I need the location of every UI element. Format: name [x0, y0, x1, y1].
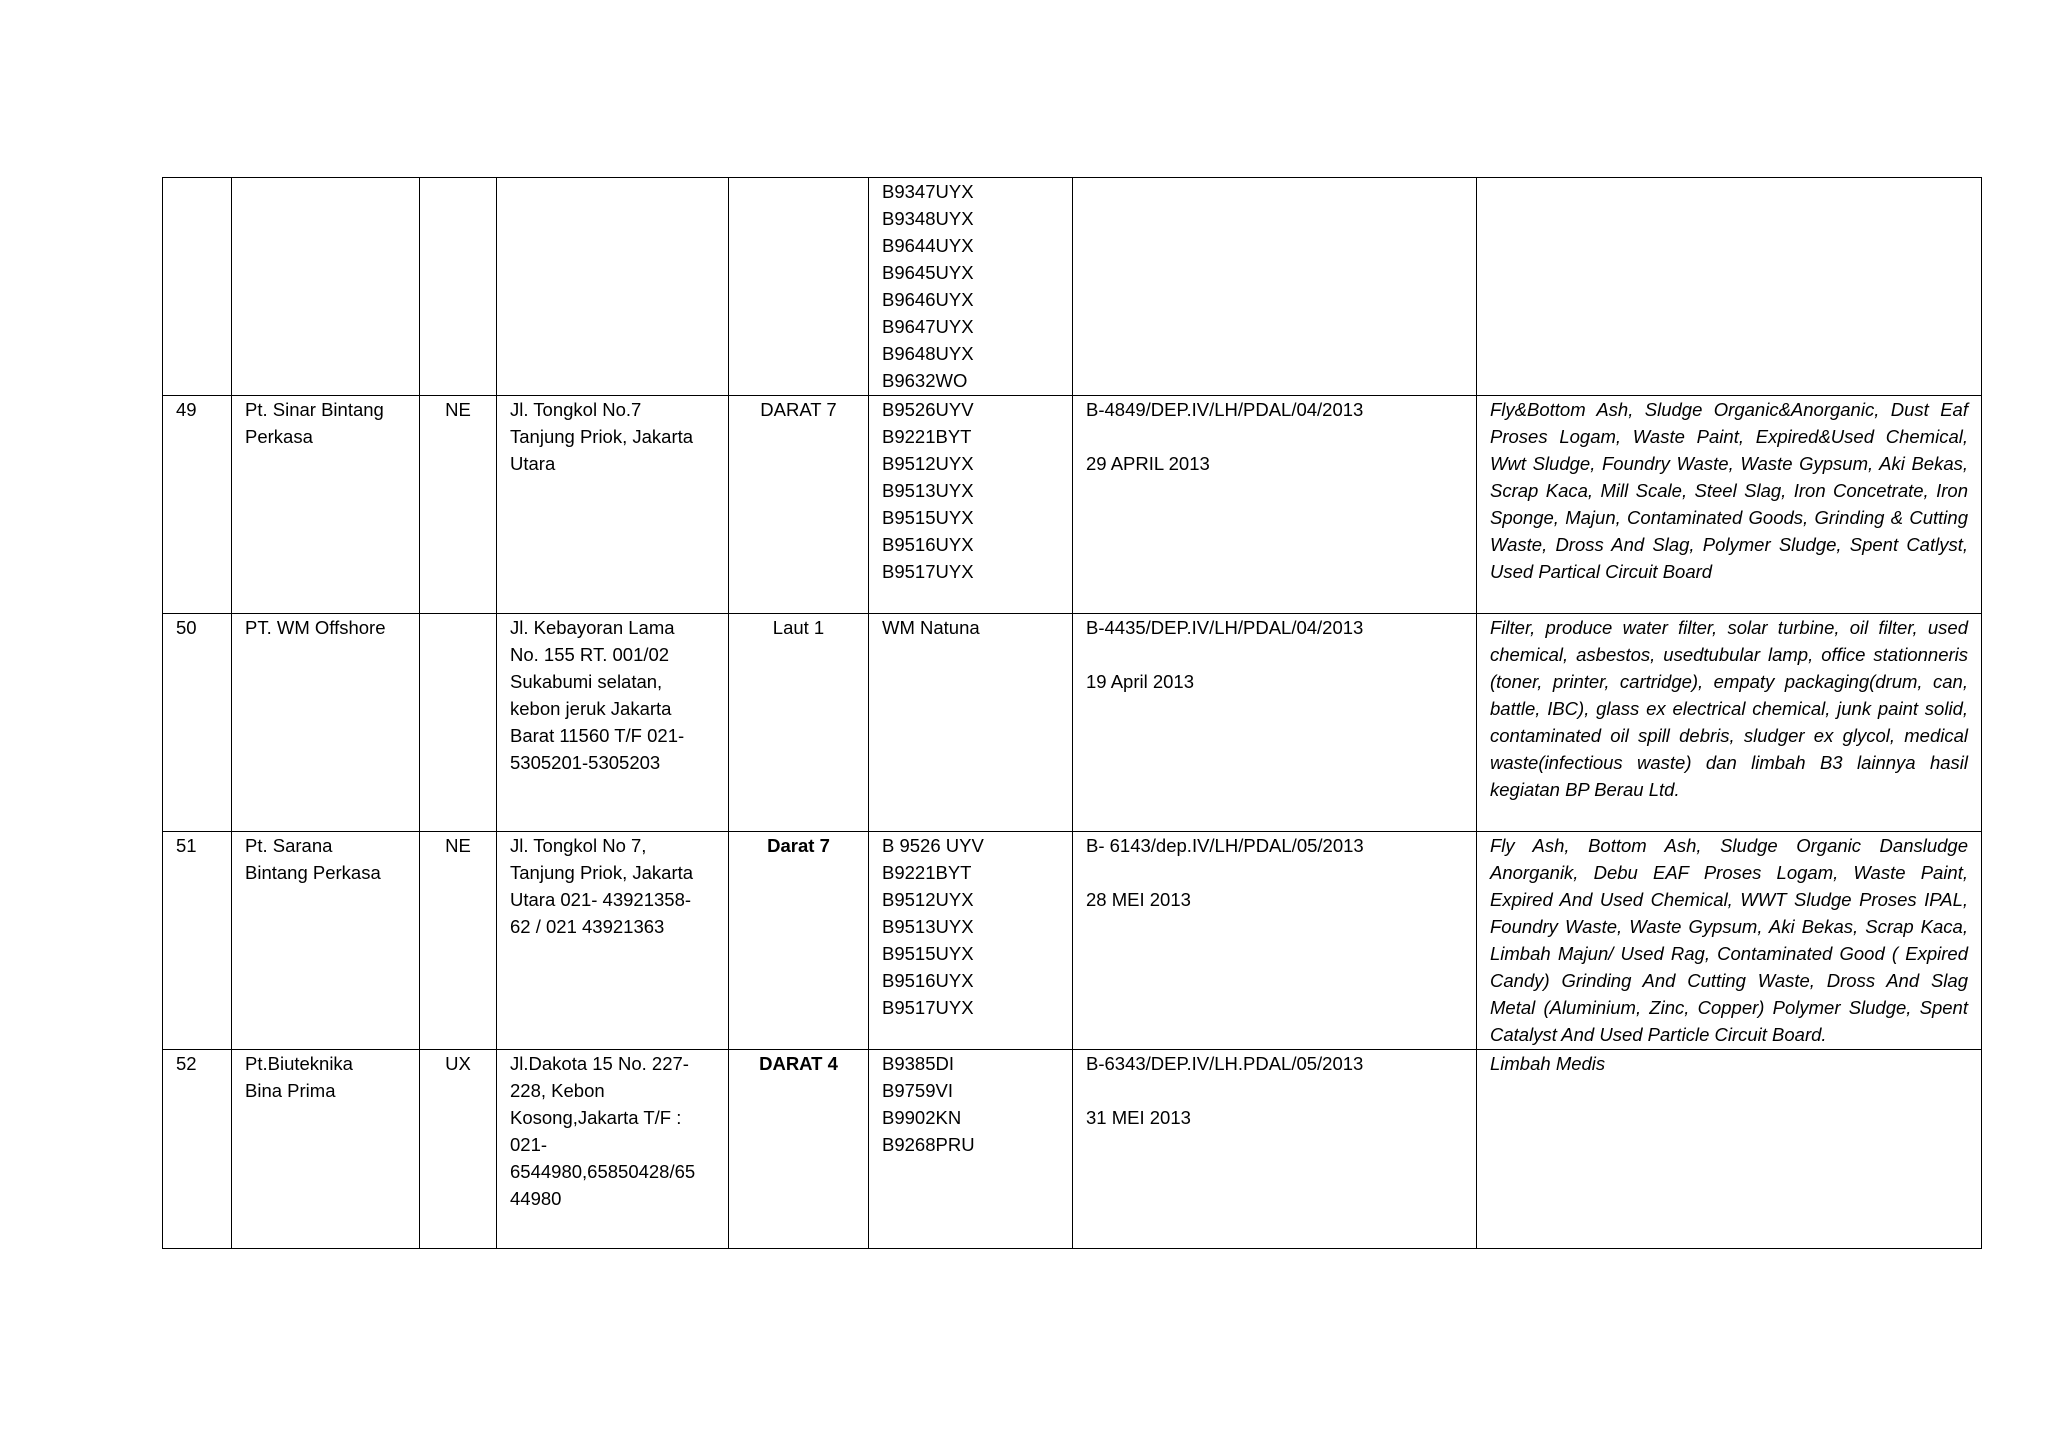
- cell-permit: [1073, 396, 1477, 614]
- vehicle-plate: B9646UYX: [882, 289, 974, 310]
- address-line: No. 155 RT. 001/02: [510, 644, 670, 665]
- permit-number: B-4435/DEP.IV/LH/PDAL/04/2013: [1086, 617, 1364, 638]
- cell-permit: [1073, 614, 1477, 832]
- company-name-line: Bina Prima: [245, 1080, 336, 1101]
- vehicle-plate: B9516UYX: [882, 970, 974, 991]
- cell-transport: [729, 178, 869, 396]
- vehicle-plate: B9347UYX: [882, 181, 974, 202]
- waste-description: Limbah Medis: [1490, 1053, 1606, 1074]
- address-line: kebon jeruk Jakarta: [510, 698, 672, 719]
- address-line: 62 / 021 43921363: [510, 916, 665, 937]
- vehicle-plate: B9512UYX: [882, 889, 974, 910]
- row-number: 50: [176, 617, 197, 638]
- cell-vehicles: [869, 1050, 1073, 1249]
- cell-permit: [1073, 832, 1477, 1050]
- address-line: Barat 11560 T/F 021-: [510, 725, 685, 746]
- address-line: 44980: [510, 1188, 562, 1209]
- address-line: Jl. Tongkol No 7,: [510, 835, 647, 856]
- cell-vehicles: [869, 396, 1073, 614]
- vehicle-plate: B9221BYT: [882, 426, 972, 447]
- cell-transport: [729, 832, 869, 1050]
- waste-description: Filter, produce water filter, solar turbine, oil filter, used chemical, asbestos, usedtubular lamp, office stationneris (toner, printer, cartridge), empaty packaging(drum, can, battle, IBC), glass ex electrical chemical, junk paint solid, contaminated oil spill debris, sludger ex glycol, medical waste(infectious waste) dan limbah B3 lainnya hasil kegiatan BP Berau Ltd.: [1490, 617, 1968, 800]
- company-name-line: Pt.Biuteknika: [245, 1053, 353, 1074]
- waste-description: Fly&Bottom Ash, Sludge Organic&Anorganic, Dust Eaf Proses Logam, Waste Paint, Expired&Used Chemical, Wwt Sludge, Foundry Waste, Waste Gypsum, Aki Bekas, Scrap Kaca, Mill Scale, Steel Slag, Iron Concetrate, Iron Sponge, Majun, Contaminated Goods, Grinding & Cutting Waste, Dross And Slag, Polymer Sludge, Spent Catlyst, Used Partical Circuit Board: [1490, 399, 1968, 582]
- company-name-line: Pt. Sarana: [245, 835, 333, 856]
- table-row: [163, 1050, 1982, 1249]
- company-name-line: Pt. Sinar Bintang: [245, 399, 384, 420]
- address-line: Jl. Kebayoran Lama: [510, 617, 675, 638]
- cell-company: [232, 832, 420, 1050]
- address-line: Jl.Dakota 15 No. 227-: [510, 1053, 689, 1074]
- cell-code: [420, 396, 497, 614]
- cell-address: [497, 1050, 729, 1249]
- cell-permit: [1073, 178, 1477, 396]
- cell-waste: [1477, 178, 1982, 396]
- cell-company: [232, 178, 420, 396]
- cell-address: [497, 614, 729, 832]
- area-code: UX: [445, 1053, 471, 1074]
- vehicle-name: WM Natuna: [882, 617, 980, 638]
- row-number: 49: [176, 399, 197, 420]
- cell-waste: [1477, 832, 1982, 1050]
- vehicle-plate: B9902KN: [882, 1107, 962, 1128]
- vehicle-plate: B9515UYX: [882, 507, 974, 528]
- vehicle-plate: B9526UYV: [882, 399, 974, 420]
- cell-vehicles: [869, 832, 1073, 1050]
- cell-waste: [1477, 396, 1982, 614]
- vehicle-plate: B9515UYX: [882, 943, 974, 964]
- cell-company: [232, 614, 420, 832]
- vehicle-plate: B9759VI: [882, 1080, 953, 1101]
- transport-mode: Darat 7: [767, 835, 830, 856]
- address-line: Tanjung Priok, Jakarta: [510, 426, 694, 447]
- permit-date: 19 April 2013: [1086, 671, 1195, 692]
- cell-code: [420, 1050, 497, 1249]
- cell-company: [232, 396, 420, 614]
- table-row: [163, 396, 1982, 614]
- vehicle-plate: B9513UYX: [882, 916, 974, 937]
- transport-mode: DARAT 7: [760, 399, 837, 420]
- cell-waste: [1477, 1050, 1982, 1249]
- vehicle-plate: B9517UYX: [882, 561, 974, 582]
- company-name-line: PT. WM Offshore: [245, 617, 386, 638]
- row-number: 51: [176, 835, 197, 856]
- permit-date: 29 APRIL 2013: [1086, 453, 1210, 474]
- table-row: [163, 832, 1982, 1050]
- vehicle-plate: B9348UYX: [882, 208, 974, 229]
- cell-waste: [1477, 614, 1982, 832]
- cell-no: [163, 396, 232, 614]
- vehicle-plate: B9513UYX: [882, 480, 974, 501]
- vehicle-plate: B9516UYX: [882, 534, 974, 555]
- area-code: NE: [445, 399, 471, 420]
- vehicle-plate: B9644UYX: [882, 235, 974, 256]
- cell-no: [163, 1050, 232, 1249]
- vehicle-plate: B9648UYX: [882, 343, 974, 364]
- transport-mode: Laut 1: [772, 617, 825, 638]
- cell-code: [420, 178, 497, 396]
- table-row-continuation: [163, 178, 1982, 396]
- cell-transport: [729, 614, 869, 832]
- area-code: NE: [445, 835, 471, 856]
- address-line: 021-: [510, 1134, 548, 1155]
- cell-vehicles: [869, 178, 1073, 396]
- address-line: Tanjung Priok, Jakarta: [510, 862, 694, 883]
- cell-code: [420, 614, 497, 832]
- vehicle-plate: B9268PRU: [882, 1134, 975, 1155]
- cell-address: [497, 396, 729, 614]
- cell-address: [497, 832, 729, 1050]
- vehicle-plate: B9645UYX: [882, 262, 974, 283]
- permit-number: B- 6143/dep.IV/LH/PDAL/05/2013: [1086, 835, 1364, 856]
- address-line: Jl. Tongkol No.7: [510, 399, 642, 420]
- cell-permit: [1073, 1050, 1477, 1249]
- cell-no: [163, 178, 232, 396]
- cell-no: [163, 614, 232, 832]
- row-number: 52: [176, 1053, 197, 1074]
- cell-transport: [729, 1050, 869, 1249]
- transport-mode: DARAT 4: [759, 1053, 838, 1074]
- vehicle-plate: B9517UYX: [882, 997, 974, 1018]
- address-line: Kosong,Jakarta T/F :: [510, 1107, 682, 1128]
- address-line: 6544980,65850428/65: [510, 1161, 696, 1182]
- vehicle-plate: B9221BYT: [882, 862, 972, 883]
- vehicle-plate: B9512UYX: [882, 453, 974, 474]
- address-line: Utara: [510, 453, 556, 474]
- cell-address: [497, 178, 729, 396]
- address-line: Sukabumi selatan,: [510, 671, 663, 692]
- address-line: 228, Kebon: [510, 1080, 605, 1101]
- vehicle-plate: B9632WO: [882, 370, 968, 391]
- waste-description: Fly Ash, Bottom Ash, Sludge Organic Dansludge Anorganik, Debu EAF Proses Logam, Waste Paint, Expired And Used Chemical, WWT Sludge Proses IPAL, Foundry Waste, Waste Gypsum, Aki Bekas, Scrap Kaca, Limbah Majun/ Used Rag, Contaminated Good ( Expired Candy) Grinding And Cutting Waste, Dross And Slag Metal (Aluminium, Zinc, Copper) Polymer Sludge, Spent Catalyst And Used Particle Circuit Board.: [1490, 835, 1968, 1045]
- permit-date: 31 MEI 2013: [1086, 1107, 1191, 1128]
- address-line: Utara 021- 43921358-: [510, 889, 692, 910]
- waste-permit-table: [162, 177, 1982, 1249]
- company-name-line: Perkasa: [245, 426, 313, 447]
- cell-transport: [729, 396, 869, 614]
- table-row: [163, 614, 1982, 832]
- cell-no: [163, 832, 232, 1050]
- cell-code: [420, 832, 497, 1050]
- address-line: 5305201-5305203: [510, 752, 661, 773]
- vehicle-plate: B9647UYX: [882, 316, 974, 337]
- company-name-line: Bintang Perkasa: [245, 862, 381, 883]
- permit-number: B-6343/DEP.IV/LH.PDAL/05/2013: [1086, 1053, 1364, 1074]
- permit-date: 28 MEI 2013: [1086, 889, 1191, 910]
- cell-company: [232, 1050, 420, 1249]
- cell-vehicles: [869, 614, 1073, 832]
- vehicle-plate: B 9526 UYV: [882, 835, 984, 856]
- permit-number: B-4849/DEP.IV/LH/PDAL/04/2013: [1086, 399, 1364, 420]
- vehicle-plate: B9385DI: [882, 1053, 954, 1074]
